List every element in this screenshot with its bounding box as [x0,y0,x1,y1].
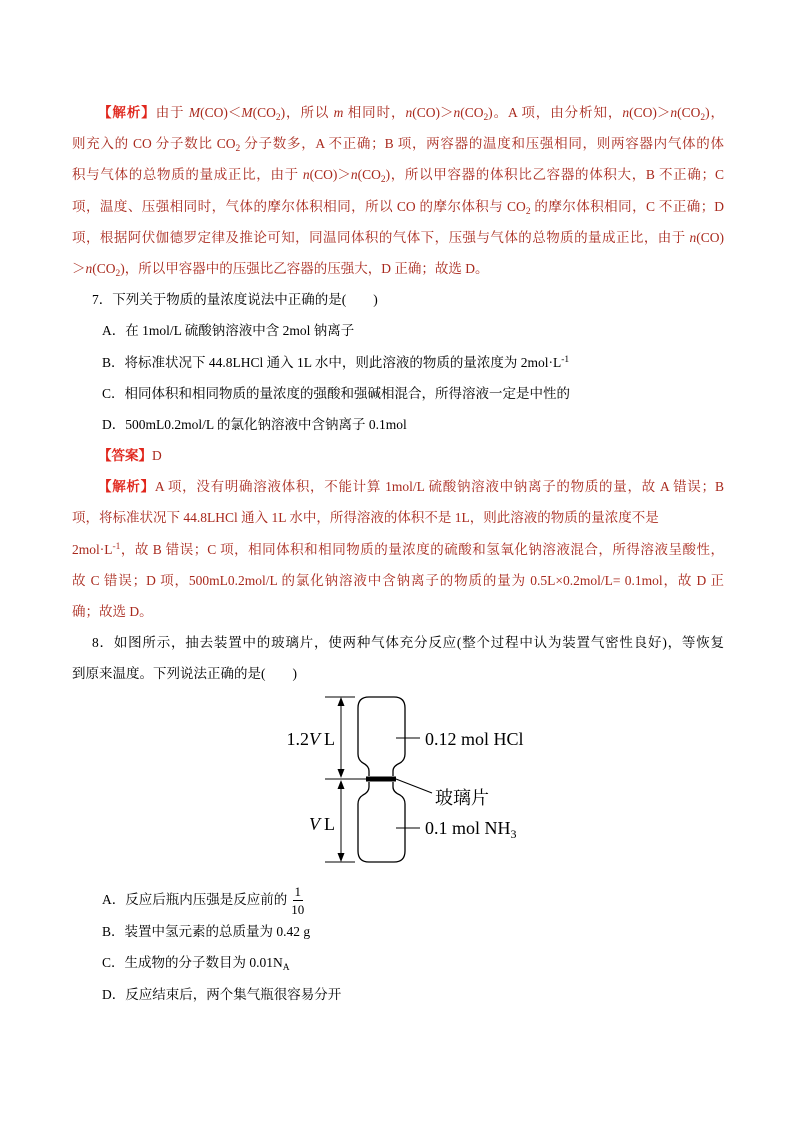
superscript: -1 [561,354,570,365]
subscript: 2 [525,206,531,217]
text-run: A 项，没有明确溶液体积，不能计算 1mol/L 硫酸钠溶液中钠离子的物质的量，故 A 错误；B [154,479,724,495]
q7-answer [72,440,724,471]
upper-bottle [358,697,405,776]
q7-analysis-line [72,502,724,533]
subscript: 2 [115,268,121,279]
italic-symbol: n [670,105,678,120]
q7-analysis-line [72,596,724,627]
text-run: )。A 项，由分析知， [488,105,623,120]
text-run: A．反应后瓶内压强是反应前的 [102,892,288,907]
subscript: 2 [380,175,386,186]
q8-stem-line [72,658,724,689]
q7-analysis-line [72,565,724,596]
text-run: )，所以甲容器中的压强比乙容器的压强大，D 正确；故选 D。 [120,260,489,276]
italic-symbol: n [85,260,93,276]
lower-gas-label [425,818,517,841]
fraction-denominator: 10 [291,902,305,918]
volume-symbol: V [309,729,320,749]
subscript: 2 [235,144,241,155]
text-run: A．在 1mol/L 硫酸钠溶液中含 2mol 钠离子 [102,323,355,339]
text-run: (CO [357,167,381,183]
text-run: 的摩尔体积相同，C 不正确；D [530,198,724,214]
italic-symbol: m [333,105,344,120]
italic-symbol: n [622,105,630,120]
subscript: 2 [700,112,706,123]
text-run: ＞ [72,260,86,276]
text-run: D．反应结束后，两个集气瓶很容易分开 [102,986,342,1002]
italic-symbol: n [350,167,358,183]
text-run: )，所以甲容器的体积比乙容器的体积大，B 不正确；C [385,167,724,183]
q6-analysis-line [72,97,724,128]
italic-symbol: n [689,229,697,245]
fraction [290,885,305,916]
lower-bottle [358,782,405,862]
text-run: (CO [92,260,116,276]
text-run: B．装置中氢元素的总质量为 0.42 g [102,923,311,939]
q6-analysis-line [72,253,724,284]
text-run: (CO) [696,229,724,245]
volume-unit: L [324,814,335,834]
text-run: 分子数多，A 不正确；B 项，两容器的温度和压强相同，则两容器内气体的体 [240,136,724,152]
subscript: A [282,962,290,973]
italic-symbol: n [405,105,413,120]
text-run: 2mol·L [72,541,113,557]
text-run: 项，温度、压强相同时，气体的摩尔体积相同，所以 CO 的摩尔体积与 CO [72,198,526,214]
subscript: 2 [483,112,489,123]
q8-option-a [72,884,724,916]
q6-analysis-line [72,159,724,190]
arrowhead-down [338,769,345,778]
document-body [72,97,724,690]
lower-gas-formula: 0.1 mol NH [425,818,511,838]
text-run: (CO [252,105,276,120]
arrowhead-up [338,697,345,706]
q7-stem [72,284,724,315]
text-run: (CO)＞ [629,105,671,120]
q7-option-b [72,347,724,378]
q8-option-b [72,916,724,948]
q8-stem-line [72,627,724,658]
text-run: 积与气体的总物质的量成正比，由于 [72,167,303,183]
text-run: 相同时， [343,105,406,120]
text-run: 7．下列关于物质的量浓度说法中正确的是( ) [92,292,378,308]
text-run: 项，将标准状况下 44.8LHCl 通入 1L 水中，所得溶液的体积不是 1L，则此溶液的物质的量浓度不是 [72,510,659,526]
section-label: 【答案】 [98,448,152,464]
text-run: 项，根据阿伏伽德罗定律及推论可知，同温同体积的气体下，压强与气体的总物质的量成正比，由于 [72,229,690,245]
text-run: B．将标准状况下 44.8LHCl 通入 1L 水中，则此溶液的物质的量浓度为 2mol·L [102,354,562,370]
text-run: )， [705,105,725,120]
text-run: (CO)＜ [200,105,242,120]
arrowhead-down [338,853,345,862]
text-run: D．500mL0.2mol/L 的氯化钠溶液中含钠离子 0.1mol [102,416,407,432]
q7-option-d [72,409,724,440]
volume-unit: L [324,729,335,749]
text-run: D [152,448,162,464]
q6-analysis-line [72,128,724,159]
text-run: 确；故选 D。 [72,604,153,619]
text-run: 到原来温度。下列说法正确的是( ) [72,666,297,682]
q6-analysis-line [72,191,724,222]
q7-analysis-line [72,471,724,502]
volume-symbol: V [309,814,320,834]
q8-option-d [72,979,724,1011]
upper-volume-number: 1.2 [286,729,309,749]
lower-volume-label [309,814,335,834]
italic-symbol: M [241,105,253,120]
text-run: 由于 [155,105,189,120]
glass-plate [366,777,396,782]
text-run: C．生成物的分子数目为 0.01N [102,955,283,970]
italic-symbol: n [453,105,461,120]
text-run: ，故 B 错误；C 项，相同体积和相同物质的量浓度的硫酸和氢氧化钠溶液混合，所得溶液呈酸性， [120,541,724,557]
subscript: 2 [275,112,281,123]
arrowhead-up [338,780,345,789]
q6-analysis-line [72,222,724,253]
gas-bottles-diagram [285,690,545,872]
upper-volume-label [287,729,336,749]
q7-analysis-line [72,534,724,565]
text-run: C．相同体积和相同物质的量浓度的强酸和强碱相混合，所得溶液一定是中性的 [102,385,571,401]
text-run: (CO)＞ [309,167,351,183]
text-run: (CO [460,105,484,120]
text-run: 则充入的 CO 分子数比 CO [72,136,236,152]
q8-options [72,884,724,1010]
upper-gas-label: 0.12 mol HCl [425,729,524,749]
lower-gas-subscript: 3 [510,827,517,841]
q8-option-a-text [102,892,287,907]
section-label: 【解析】 [98,105,156,120]
text-run: (CO)＞ [412,105,454,120]
q7-option-a [72,315,724,346]
fraction-numerator: 1 [294,884,301,900]
italic-symbol: M [188,105,201,120]
italic-symbol: n [302,167,310,183]
text-run: 8．如图所示，抽去装置中的玻璃片，使两种气体充分反应(整个过程中认为装置气密性良好)，等恢复 [92,635,724,651]
text-run: )，所以 [280,105,334,120]
text-run: 故 C 错误；D 项，500mL0.2mol/L 的氯化钠溶液中含钠离子的物质的量为 0.5L×0.2mol/L= 0.1mol，故 D 正 [72,572,724,588]
q8-option-c [72,947,724,979]
q7-option-c [72,378,724,409]
section-label: 【解析】 [98,479,155,495]
glass-plate-label: 玻璃片 [435,788,489,808]
plate-leader-line [396,779,432,793]
superscript: -1 [112,541,121,552]
text-run: (CO [677,105,701,120]
